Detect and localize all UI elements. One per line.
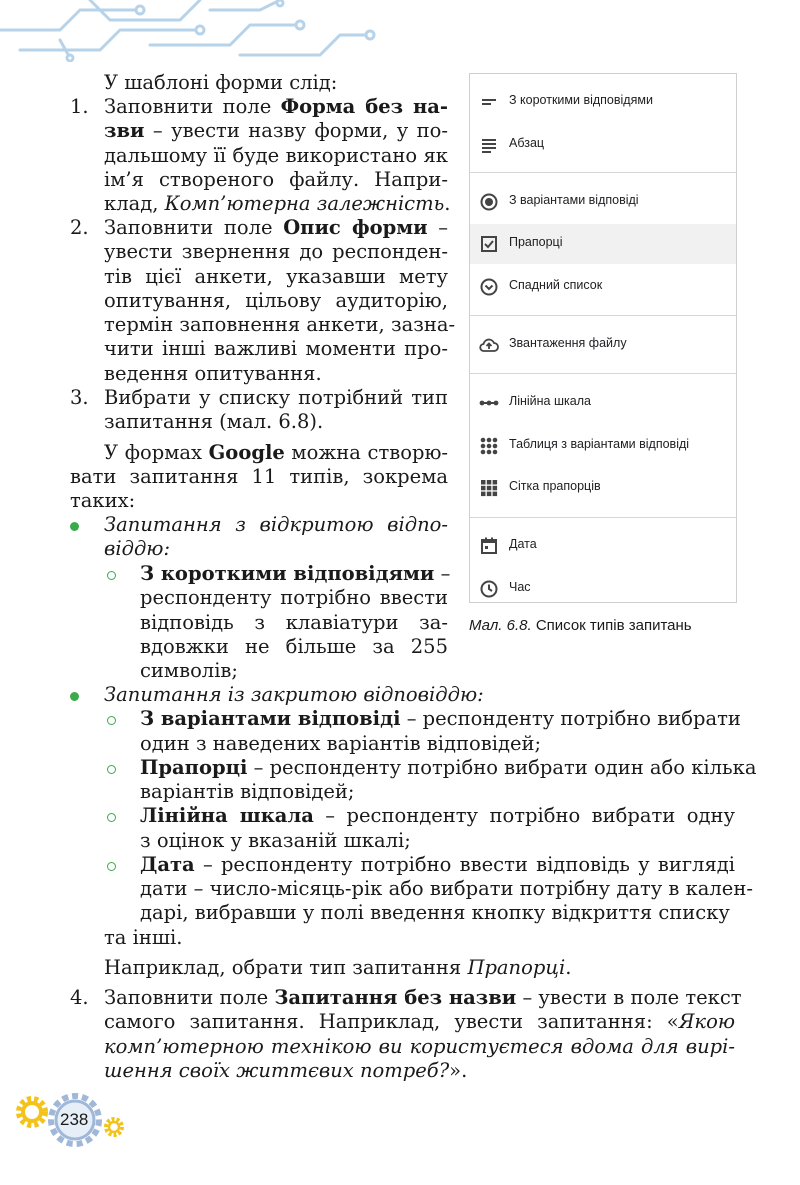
menu-item-label: З варіантами відповіді <box>509 193 639 207</box>
menu-item-file-upload[interactable] <box>470 325 736 365</box>
menu-item-label: Дата <box>509 537 537 551</box>
linear-line-2: з оцінок у вказаній шкалі; <box>140 829 411 852</box>
menu-item-checkbox-grid[interactable] <box>470 468 736 508</box>
variants-line-2: один з наведених варіантів відповідей; <box>140 732 542 755</box>
menu-item-label: Абзац <box>509 136 545 150</box>
date-line-1: Дата – респонденту потрібно ввести відповідь у вигляді <box>140 853 735 876</box>
step-1-line-1: Заповнити поле Форма без на- <box>104 95 448 118</box>
menu-divider <box>470 315 736 316</box>
open-title-1: Запитання з відкритою відпо- <box>104 513 448 536</box>
open-title-2: віддю: <box>104 537 171 560</box>
step-2-line-6: чити інші важливі моменти про- <box>104 337 448 360</box>
menu-divider <box>470 373 736 374</box>
step-2-line-7: ведення опитування. <box>104 362 322 385</box>
google-line-2: вати запитання 11 типів, зокрема <box>70 465 448 488</box>
intro-text: У шаблоні форми слід: <box>104 71 338 94</box>
bullet-ring <box>107 862 116 871</box>
cloud-upload-icon <box>478 334 500 356</box>
menu-item-dropdown[interactable] <box>470 267 736 307</box>
menu-item-linear-scale[interactable] <box>470 383 736 423</box>
menu-item-checkboxes[interactable] <box>470 224 736 264</box>
dropdown-icon <box>478 276 500 298</box>
calendar-icon <box>478 535 500 557</box>
step-2-line-5: термін заповнення анкети, зазна- <box>104 313 456 336</box>
others-text: та інші. <box>104 926 183 949</box>
menu-item-label: Час <box>509 580 531 594</box>
bullet-ring <box>107 571 116 580</box>
bullet-ring <box>107 716 116 725</box>
bullet-ring <box>107 813 116 822</box>
menu-item-label: Прапорці <box>509 235 563 249</box>
short-answer-icon <box>478 91 500 113</box>
menu-item-date[interactable] <box>470 526 736 566</box>
step-1-line-5: клад, Комп’ютерна залежність. <box>104 192 451 215</box>
menu-item-label: З короткими відповідями <box>509 93 653 107</box>
menu-item-multiple-choice-grid[interactable] <box>470 426 736 466</box>
step-3-line-1: Вибрати у списку потрібний тип <box>104 386 448 409</box>
yellow-gear-icon <box>19 1099 45 1125</box>
step-4-line-2: самого запитання. Наприклад, увести запитання: «Якою <box>104 1010 735 1033</box>
menu-item-paragraph[interactable] <box>470 125 736 165</box>
menu-item-label: Таблиця з варіантами відповіді <box>509 437 690 451</box>
linear-scale-icon <box>478 392 500 414</box>
menu-item-short-answer[interactable] <box>470 82 736 122</box>
paragraph-icon <box>478 134 500 156</box>
menu-item-label: Сітка прапорців <box>509 479 601 493</box>
menu-item-multiple-choice[interactable] <box>470 182 736 222</box>
menu-divider <box>470 517 736 518</box>
step-4-line-1: Заповнити поле Запитання без назви – увести в поле текст <box>104 986 742 1009</box>
menu-item-label: Звантаження файлу <box>509 336 627 350</box>
grid-dots-icon <box>478 435 500 457</box>
google-line-3: таких: <box>70 489 136 512</box>
date-line-2: дати – число-місяць-рік або вибрати потрібну дату в кален- <box>140 877 753 900</box>
circuit-decoration <box>0 0 380 62</box>
short-line-1: З короткими відповідями – <box>140 562 451 585</box>
google-line-1: У формах Google можна створю- <box>104 441 449 464</box>
figure-caption: Мал. 6.8. Список типів запитань <box>469 617 692 634</box>
step-1-number: 1. <box>70 95 89 118</box>
step-4-line-4: шення своїх життєвих потреб?». <box>104 1059 468 1082</box>
radio-icon <box>478 191 500 213</box>
clock-icon <box>478 578 500 600</box>
linear-line-1: Лінійна шкала – респонденту потрібно вибрати одну <box>140 804 735 827</box>
menu-divider <box>470 172 736 173</box>
page-number: 238 <box>60 1110 89 1129</box>
short-line-2: респонденту потрібно ввести <box>140 586 448 609</box>
menu-item-label: Лінійна шкала <box>509 394 591 408</box>
step-3-number: 3. <box>70 386 89 409</box>
checkboxes-line-1: Прапорці – респонденту потрібно вибрати один або кілька <box>140 756 757 779</box>
short-line-5: символів; <box>140 659 238 682</box>
step-2-line-3: тів цієї анкети, указавши мету <box>104 265 448 288</box>
step-1-line-2: зви – увести назву форми, у по- <box>104 119 448 142</box>
short-line-4: вдовжки не більше за 255 <box>140 635 448 658</box>
step-2-line-1: Заповнити поле Опис форми – <box>104 216 448 239</box>
closed-title: Запитання із закритою відповіддю: <box>104 683 484 706</box>
short-line-3: відповідь з клавіатури за- <box>140 611 448 634</box>
step-2-number: 2. <box>70 216 89 239</box>
checkbox-icon <box>478 233 500 255</box>
checkboxes-line-2: варіантів відповідей; <box>140 780 355 803</box>
question-type-menu <box>469 73 737 603</box>
small-yellow-gear-icon <box>106 1119 122 1135</box>
step-4-number: 4. <box>70 986 89 1009</box>
date-line-3: дарі, вибравши у полі введення кнопку відкриття списку <box>140 901 730 924</box>
step-2-line-4: опитування, цільову аудиторію, <box>104 289 448 312</box>
step-1-line-3: дальшому її буде використано як <box>104 144 448 167</box>
menu-item-time[interactable] <box>470 569 736 609</box>
step-3-line-2: запитання (мал. 6.8). <box>104 410 324 433</box>
menu-item-label: Спадний список <box>509 278 603 292</box>
bullet-dot <box>70 692 79 701</box>
bullet-ring <box>107 765 116 774</box>
example-text: Наприклад, обрати тип запитання Прапорці. <box>104 956 572 979</box>
variants-line-1: З варіантами відповіді – респонденту потрібно вибрати <box>140 707 741 730</box>
grid-squares-icon <box>478 477 500 499</box>
step-1-line-4: ім’я створеного файлу. Напри- <box>104 168 448 191</box>
bullet-dot <box>70 522 79 531</box>
step-2-line-2: увести звернення до респонден- <box>104 240 448 263</box>
step-4-line-3: комп’ютерною технікою ви користуєтеся вдома для вирі- <box>104 1035 735 1058</box>
